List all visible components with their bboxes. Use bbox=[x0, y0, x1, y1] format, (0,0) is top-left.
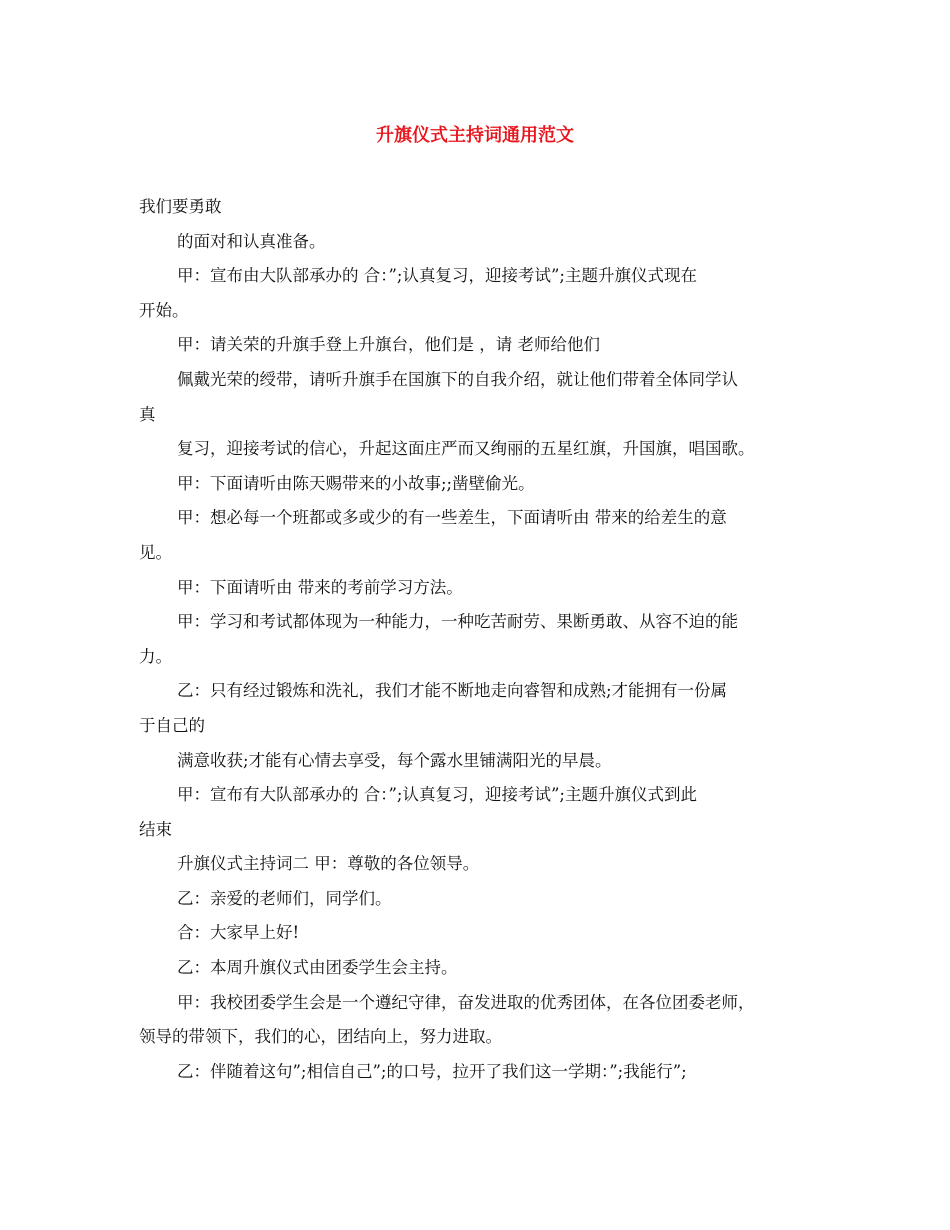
text-line: 甲：学习和考试都体现为一种能力，一种吃苦耐劳、果断勇敢、从容不迫的能 bbox=[177, 612, 738, 632]
text-line: 乙：本周升旗仪式由团委学生会主持。 bbox=[177, 958, 458, 978]
text-line: 的面对和认真准备。 bbox=[177, 231, 326, 251]
text-line: 真 bbox=[139, 404, 156, 424]
text-line: 甲：我校团委学生会是一个遵纪守律，奋发进取的优秀团体，在各位团委老师， bbox=[177, 992, 755, 1012]
text-line: 合：大家早上好! bbox=[177, 923, 300, 943]
text-line: 于自己的 bbox=[139, 715, 205, 735]
document-title: 升旗仪式主持词通用范文 bbox=[376, 125, 574, 146]
text-line: 乙：亲爱的老师们，同学们。 bbox=[177, 888, 392, 908]
text-line: 甲：请关荣的升旗手登上升旗台，他们是 ，请 老师给他们 bbox=[177, 335, 600, 355]
text-line: 领导的带领下，我们的心，团结向上，努力进取。 bbox=[139, 1027, 502, 1047]
text-line: 乙：只有经过锻炼和洗礼，我们才能不断地走向睿智和成熟;才能拥有一份属 bbox=[177, 681, 728, 701]
text-line: 升旗仪式主持词二 甲：尊敬的各位领导。 bbox=[177, 854, 480, 874]
text-line: 复习，迎接考试的信心，升起这面庄严而又绚丽的五星红旗，升国旗，唱国歌。 bbox=[177, 439, 755, 459]
text-line: 我们要勇敢 bbox=[139, 197, 222, 216]
text-line: 甲：宣布有大队部承办的 合：”;认真复习，迎接考试”;主题升旗仪式到此 bbox=[177, 785, 697, 805]
text-line: 开始。 bbox=[139, 300, 189, 320]
text-line: 甲：下面请听由 带来的考前学习方法。 bbox=[177, 577, 463, 597]
document-body bbox=[139, 193, 819, 1092]
text-line: 甲：想必每一个班都或多或少的有一些差生，下面请听由 带来的给差生的意 bbox=[177, 508, 727, 528]
text-line: 甲：宣布由大队部承办的 合：”;认真复习，迎接考试”;主题升旗仪式现在 bbox=[177, 266, 697, 286]
text-line: 满意收获;才能有心情去享受，每个露水里铺满阳光的早晨。 bbox=[177, 750, 612, 770]
text-line: 结束 bbox=[139, 819, 172, 839]
text-line: 佩戴光荣的绶带，请听升旗手在国旗下的自我介绍，就让他们带着全体同学认 bbox=[177, 369, 738, 389]
text-line: 乙：伴随着这句”;相信自己”;的口号，拉开了我们这一学期：”;我能行”; bbox=[177, 1061, 687, 1081]
text-line: 力。 bbox=[139, 646, 172, 666]
text-line: 甲：下面请听由陈天赐带来的小故事;;凿壁偷光。 bbox=[177, 473, 535, 493]
text-line: 见。 bbox=[139, 542, 172, 562]
